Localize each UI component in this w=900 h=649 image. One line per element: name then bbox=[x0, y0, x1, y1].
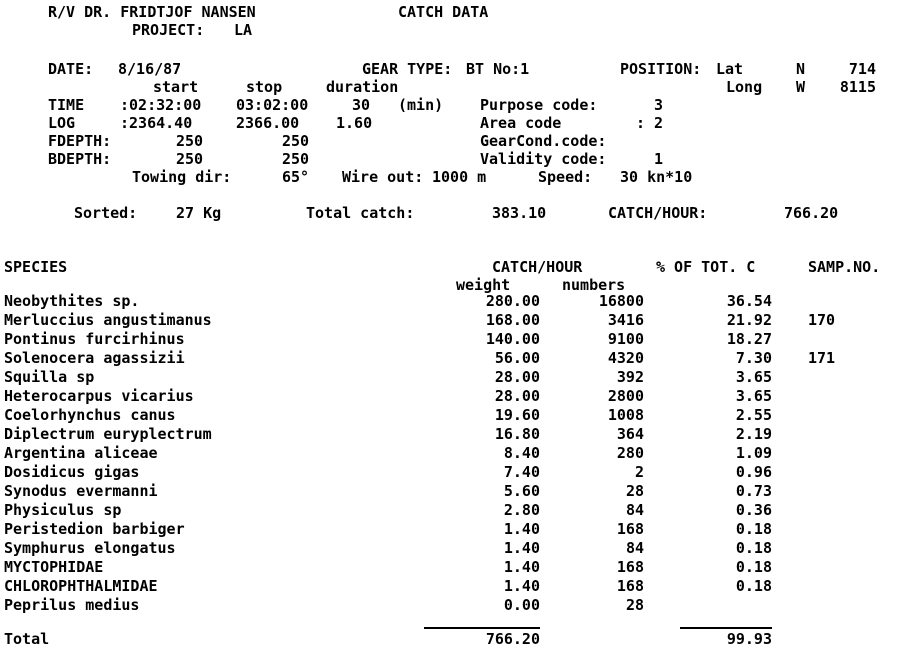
species-name: Physiculus sp bbox=[4, 501, 122, 519]
numbers-value: 28 bbox=[625, 482, 644, 500]
percent-total-rule bbox=[680, 627, 772, 629]
weight-value: 1.40 bbox=[503, 577, 540, 595]
document-title: CATCH DATA bbox=[398, 3, 489, 21]
percent-of-total-column-header: % OF TOT. C bbox=[656, 258, 756, 276]
percent-value: 2.55 bbox=[735, 406, 772, 424]
total-percent: 99.93 bbox=[726, 630, 772, 648]
species-name: Symphurus elongatus bbox=[4, 539, 176, 557]
percent-value: 0.18 bbox=[735, 520, 772, 538]
total-catch-value: 383.10 bbox=[492, 204, 547, 222]
validity-code-label: Validity code: bbox=[480, 150, 607, 168]
sample-number-value: 171 bbox=[808, 349, 836, 367]
percent-value: 21.92 bbox=[726, 311, 772, 329]
area-code-value: : 2 bbox=[636, 114, 664, 132]
log-stop: 2366.00 bbox=[236, 114, 300, 132]
purpose-code-value: 3 bbox=[654, 96, 664, 114]
numbers-value: 2800 bbox=[607, 387, 644, 405]
species-name: Heterocarpus vicarius bbox=[4, 387, 194, 405]
numbers-value: 168 bbox=[616, 520, 644, 538]
weight-value: 168.00 bbox=[485, 311, 540, 329]
weight-value: 1.40 bbox=[503, 539, 540, 557]
area-code-label: Area code bbox=[480, 114, 562, 132]
lat-direction: N bbox=[796, 60, 806, 78]
percent-value: 3.65 bbox=[735, 387, 772, 405]
species-name: MYCTOPHIDAE bbox=[4, 558, 104, 576]
weight-value: 5.60 bbox=[503, 482, 540, 500]
wire-out-label: Wire out: bbox=[342, 168, 424, 186]
start-column-header: start bbox=[153, 78, 199, 96]
log-label: LOG bbox=[48, 114, 76, 132]
weight-value: 0.00 bbox=[503, 596, 540, 614]
percent-value: 0.96 bbox=[735, 463, 772, 481]
wire-out-value: 1000 m bbox=[432, 168, 487, 186]
stop-column-header: stop bbox=[246, 78, 283, 96]
gear-type-value: BT No:1 bbox=[466, 60, 530, 78]
weight-value: 140.00 bbox=[485, 330, 540, 348]
time-label: TIME bbox=[48, 96, 85, 114]
percent-value: 0.73 bbox=[735, 482, 772, 500]
percent-value: 7.30 bbox=[735, 349, 772, 367]
weight-value: 7.40 bbox=[503, 463, 540, 481]
numbers-value: 1008 bbox=[607, 406, 644, 424]
numbers-value: 280 bbox=[616, 444, 644, 462]
date-label: DATE: bbox=[48, 60, 94, 78]
species-name: Dosidicus gigas bbox=[4, 463, 140, 481]
weight-value: 280.00 bbox=[485, 292, 540, 310]
weight-value: 19.60 bbox=[494, 406, 540, 424]
project-label: PROJECT: bbox=[132, 21, 205, 39]
fdepth-stop: 250 bbox=[282, 132, 310, 150]
time-stop: 03:02:00 bbox=[236, 96, 309, 114]
bdepth-start: 250 bbox=[176, 150, 204, 168]
lat-value: 714 bbox=[848, 60, 876, 78]
weight-value: 1.40 bbox=[503, 558, 540, 576]
weight-value: 8.40 bbox=[503, 444, 540, 462]
lat-label: Lat bbox=[716, 60, 744, 78]
species-name: Coelorhynchus canus bbox=[4, 406, 176, 424]
catch-per-hour-label: CATCH/HOUR: bbox=[608, 204, 708, 222]
long-direction: W bbox=[796, 78, 806, 96]
time-duration: 30 bbox=[352, 96, 371, 114]
species-name: Synodus evermanni bbox=[4, 482, 158, 500]
numbers-value: 392 bbox=[616, 368, 644, 386]
log-duration: 1.60 bbox=[336, 114, 373, 132]
project-value: LA bbox=[234, 21, 253, 39]
duration-column-header: duration bbox=[326, 78, 399, 96]
total-catch-label: Total catch: bbox=[306, 204, 415, 222]
time-start: :02:32:00 bbox=[120, 96, 202, 114]
numbers-value: 364 bbox=[616, 425, 644, 443]
log-start: :2364.40 bbox=[120, 114, 193, 132]
date-value: 8/16/87 bbox=[118, 60, 182, 78]
percent-value: 36.54 bbox=[726, 292, 772, 310]
percent-value: 3.65 bbox=[735, 368, 772, 386]
towing-dir-label: Towing dir: bbox=[132, 168, 232, 186]
speed-label: Speed: bbox=[538, 168, 593, 186]
species-name: Peristedion barbiger bbox=[4, 520, 185, 538]
sorted-value: 27 Kg bbox=[176, 204, 222, 222]
catch-per-hour-column-header: CATCH/HOUR bbox=[492, 258, 583, 276]
weight-value: 28.00 bbox=[494, 387, 540, 405]
numbers-value: 3416 bbox=[607, 311, 644, 329]
bdepth-stop: 250 bbox=[282, 150, 310, 168]
species-name: Argentina aliceae bbox=[4, 444, 158, 462]
species-name: CHLOROPHTHALMIDAE bbox=[4, 577, 158, 595]
vessel-name: R/V DR. FRIDTJOF NANSEN bbox=[48, 3, 256, 21]
catch-per-hour-value: 766.20 bbox=[784, 204, 839, 222]
purpose-code-label: Purpose code: bbox=[480, 96, 598, 114]
fdepth-start: 250 bbox=[176, 132, 204, 150]
percent-value: 18.27 bbox=[726, 330, 772, 348]
percent-value: 2.19 bbox=[735, 425, 772, 443]
numbers-value: 16800 bbox=[598, 292, 644, 310]
weight-value: 28.00 bbox=[494, 368, 540, 386]
gearcond-code-label: GearCond.code: bbox=[480, 132, 607, 150]
percent-value: 0.18 bbox=[735, 577, 772, 595]
weight-value: 16.80 bbox=[494, 425, 540, 443]
validity-code-value: 1 bbox=[654, 150, 664, 168]
species-name: Neobythites sp. bbox=[4, 292, 140, 310]
species-column-header: SPECIES bbox=[4, 258, 68, 276]
numbers-value: 4320 bbox=[607, 349, 644, 367]
numbers-value: 84 bbox=[625, 539, 644, 557]
weight-total-rule bbox=[424, 627, 540, 629]
percent-value: 0.18 bbox=[735, 558, 772, 576]
species-name: Peprilus medius bbox=[4, 596, 140, 614]
numbers-value: 84 bbox=[625, 501, 644, 519]
bdepth-label: BDEPTH: bbox=[48, 150, 112, 168]
towing-dir-value: 65° bbox=[282, 168, 310, 186]
numbers-column-header: numbers bbox=[562, 276, 626, 294]
position-label: POSITION: bbox=[620, 60, 702, 78]
weight-value: 1.40 bbox=[503, 520, 540, 538]
total-weight: 766.20 bbox=[485, 630, 540, 648]
numbers-value: 168 bbox=[616, 558, 644, 576]
species-name: Solenocera agassizii bbox=[4, 349, 185, 367]
species-name: Pontinus furcirhinus bbox=[4, 330, 185, 348]
long-label: Long bbox=[726, 78, 763, 96]
numbers-value: 2 bbox=[634, 463, 644, 481]
numbers-value: 9100 bbox=[607, 330, 644, 348]
sorted-label: Sorted: bbox=[74, 204, 138, 222]
species-name: Squilla sp bbox=[4, 368, 95, 386]
gear-type-label: GEAR TYPE: bbox=[362, 60, 453, 78]
total-label: Total bbox=[4, 630, 50, 648]
weight-value: 56.00 bbox=[494, 349, 540, 367]
percent-value: 0.18 bbox=[735, 539, 772, 557]
percent-value: 1.09 bbox=[735, 444, 772, 462]
fdepth-label: FDEPTH: bbox=[48, 132, 112, 150]
species-name: Diplectrum euryplectrum bbox=[4, 425, 212, 443]
species-name: Merluccius angustimanus bbox=[4, 311, 212, 329]
weight-value: 2.80 bbox=[503, 501, 540, 519]
time-unit: (min) bbox=[398, 96, 444, 114]
percent-value: 0.36 bbox=[735, 501, 772, 519]
weight-column-header: weight bbox=[456, 276, 511, 294]
sample-number-column-header: SAMP.NO. bbox=[808, 258, 881, 276]
sample-number-value: 170 bbox=[808, 311, 836, 329]
long-value: 8115 bbox=[839, 78, 876, 96]
numbers-value: 28 bbox=[625, 596, 644, 614]
speed-value: 30 kn*10 bbox=[620, 168, 693, 186]
numbers-value: 168 bbox=[616, 577, 644, 595]
